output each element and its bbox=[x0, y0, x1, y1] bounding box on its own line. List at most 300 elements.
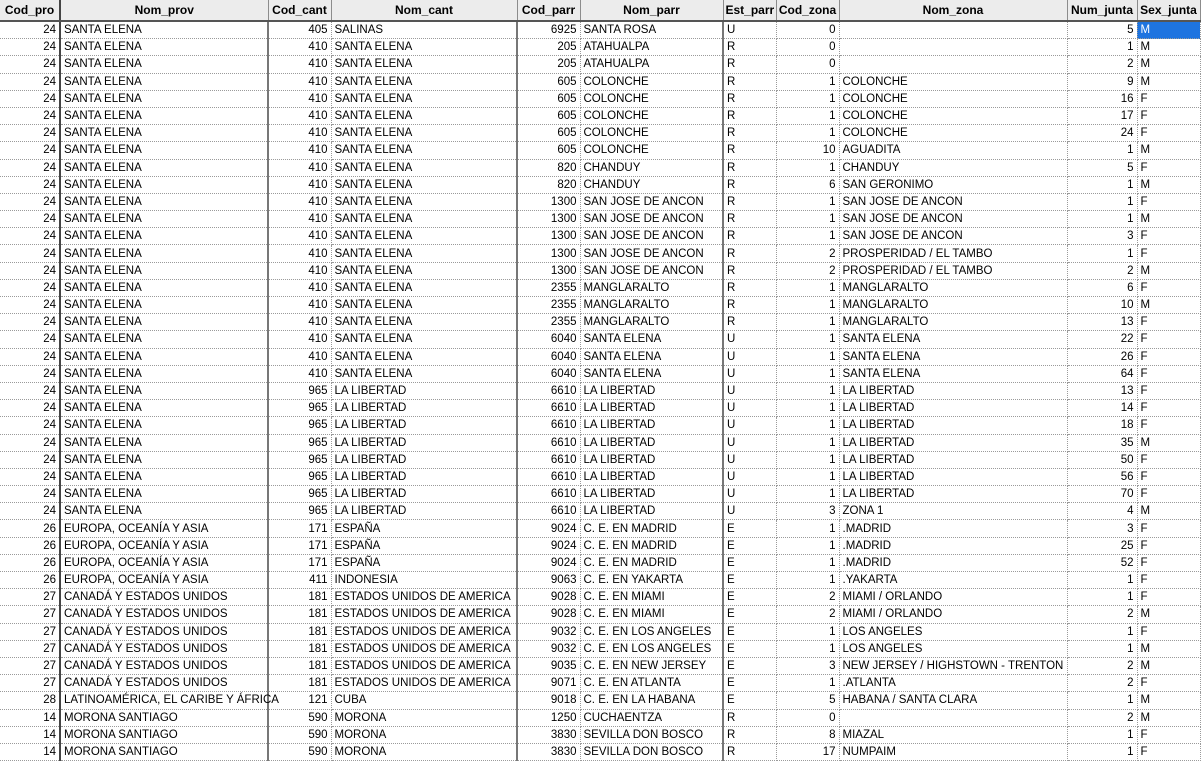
cell-nom-parr[interactable]: SAN JOSE DE ANCON bbox=[580, 211, 723, 228]
cell-nom-cant[interactable]: ESPAÑA bbox=[331, 554, 517, 571]
table-row[interactable] bbox=[0, 692, 1200, 709]
cell-nom-zona[interactable]: LOS ANGELES bbox=[839, 623, 1067, 640]
cell-cod-parr[interactable]: 6610 bbox=[517, 400, 580, 417]
cell-num-junta[interactable]: 35 bbox=[1067, 434, 1137, 451]
cell-nom-prov[interactable]: EUROPA, OCEANÍA Y ASIA bbox=[60, 554, 268, 571]
cell-cod-pro[interactable]: 24 bbox=[0, 90, 60, 107]
cell-cod-parr[interactable]: 6610 bbox=[517, 451, 580, 468]
cell-nom-parr[interactable]: MANGLARALTO bbox=[580, 279, 723, 296]
cell-cod-pro[interactable]: 24 bbox=[0, 245, 60, 262]
cell-nom-zona[interactable] bbox=[839, 21, 1067, 39]
cell-cod-cant[interactable]: 410 bbox=[268, 314, 331, 331]
cell-sex-junta[interactable]: M bbox=[1137, 297, 1200, 314]
cell-nom-cant[interactable]: LA LIBERTAD bbox=[331, 451, 517, 468]
cell-cod-cant[interactable]: 965 bbox=[268, 434, 331, 451]
cell-cod-cant[interactable]: 410 bbox=[268, 39, 331, 56]
cell-nom-cant[interactable]: ESTADOS UNIDOS DE AMERICA bbox=[331, 675, 517, 692]
cell-nom-parr[interactable]: C. E. EN MADRID bbox=[580, 554, 723, 571]
cell-num-junta[interactable]: 52 bbox=[1067, 554, 1137, 571]
cell-est-parr[interactable]: E bbox=[723, 537, 776, 554]
cell-cod-zona[interactable]: 1 bbox=[776, 400, 839, 417]
cell-cod-parr[interactable]: 605 bbox=[517, 107, 580, 124]
cell-est-parr[interactable]: R bbox=[723, 228, 776, 245]
cell-num-junta[interactable]: 1 bbox=[1067, 726, 1137, 743]
cell-cod-parr[interactable]: 6040 bbox=[517, 331, 580, 348]
cell-cod-parr[interactable]: 205 bbox=[517, 56, 580, 73]
cell-nom-prov[interactable]: SANTA ELENA bbox=[60, 21, 268, 39]
cell-est-parr[interactable]: R bbox=[723, 73, 776, 90]
cell-est-parr[interactable]: R bbox=[723, 125, 776, 142]
cell-num-junta[interactable]: 1 bbox=[1067, 743, 1137, 760]
cell-sex-junta[interactable]: M bbox=[1137, 262, 1200, 279]
cell-cod-zona[interactable]: 2 bbox=[776, 245, 839, 262]
cell-cod-parr[interactable]: 9071 bbox=[517, 675, 580, 692]
cell-nom-parr[interactable]: SEVILLA DON BOSCO bbox=[580, 726, 723, 743]
cell-cod-pro[interactable]: 24 bbox=[0, 382, 60, 399]
cell-est-parr[interactable]: R bbox=[723, 743, 776, 760]
cell-cod-pro[interactable]: 24 bbox=[0, 39, 60, 56]
cell-nom-zona[interactable]: SAN JOSE DE ANCON bbox=[839, 193, 1067, 210]
cell-cod-pro[interactable]: 26 bbox=[0, 554, 60, 571]
cell-cod-cant[interactable]: 410 bbox=[268, 159, 331, 176]
cell-cod-pro[interactable]: 24 bbox=[0, 279, 60, 296]
cell-nom-cant[interactable]: SANTA ELENA bbox=[331, 73, 517, 90]
table-row[interactable] bbox=[0, 606, 1200, 623]
cell-est-parr[interactable]: R bbox=[723, 56, 776, 73]
cell-cod-pro[interactable]: 24 bbox=[0, 228, 60, 245]
cell-nom-prov[interactable]: CANADÁ Y ESTADOS UNIDOS bbox=[60, 606, 268, 623]
cell-nom-prov[interactable]: SANTA ELENA bbox=[60, 176, 268, 193]
cell-nom-parr[interactable]: COLONCHE bbox=[580, 142, 723, 159]
cell-nom-prov[interactable]: SANTA ELENA bbox=[60, 468, 268, 485]
cell-cod-zona[interactable]: 2 bbox=[776, 262, 839, 279]
cell-cod-parr[interactable]: 6610 bbox=[517, 503, 580, 520]
cell-num-junta[interactable]: 26 bbox=[1067, 348, 1137, 365]
cell-cod-cant[interactable]: 405 bbox=[268, 21, 331, 39]
cell-cod-cant[interactable]: 410 bbox=[268, 331, 331, 348]
cell-num-junta[interactable]: 3 bbox=[1067, 228, 1137, 245]
cell-est-parr[interactable]: E bbox=[723, 572, 776, 589]
cell-sex-junta[interactable]: M bbox=[1137, 606, 1200, 623]
cell-nom-zona[interactable]: LA LIBERTAD bbox=[839, 451, 1067, 468]
table-row[interactable] bbox=[0, 400, 1200, 417]
cell-cod-parr[interactable]: 1300 bbox=[517, 193, 580, 210]
cell-nom-parr[interactable]: COLONCHE bbox=[580, 90, 723, 107]
table-row[interactable] bbox=[0, 56, 1200, 73]
table-row[interactable] bbox=[0, 245, 1200, 262]
cell-sex-junta[interactable]: F bbox=[1137, 537, 1200, 554]
cell-est-parr[interactable]: E bbox=[723, 657, 776, 674]
cell-nom-zona[interactable]: LOS ANGELES bbox=[839, 640, 1067, 657]
cell-cod-zona[interactable]: 3 bbox=[776, 503, 839, 520]
cell-nom-prov[interactable]: CANADÁ Y ESTADOS UNIDOS bbox=[60, 623, 268, 640]
table-row[interactable] bbox=[0, 675, 1200, 692]
cell-est-parr[interactable]: R bbox=[723, 39, 776, 56]
table-row[interactable] bbox=[0, 262, 1200, 279]
cell-nom-cant[interactable]: SANTA ELENA bbox=[331, 228, 517, 245]
cell-est-parr[interactable]: E bbox=[723, 623, 776, 640]
table-row[interactable] bbox=[0, 314, 1200, 331]
cell-est-parr[interactable]: U bbox=[723, 21, 776, 39]
cell-cod-cant[interactable]: 410 bbox=[268, 193, 331, 210]
cell-nom-prov[interactable]: EUROPA, OCEANÍA Y ASIA bbox=[60, 520, 268, 537]
cell-cod-pro[interactable]: 28 bbox=[0, 692, 60, 709]
cell-nom-parr[interactable]: LA LIBERTAD bbox=[580, 400, 723, 417]
cell-nom-parr[interactable]: C. E. EN LA HABANA bbox=[580, 692, 723, 709]
cell-cod-cant[interactable]: 181 bbox=[268, 640, 331, 657]
cell-num-junta[interactable]: 3 bbox=[1067, 520, 1137, 537]
cell-nom-parr[interactable]: SANTA ELENA bbox=[580, 331, 723, 348]
cell-nom-prov[interactable]: SANTA ELENA bbox=[60, 331, 268, 348]
cell-sex-junta[interactable]: F bbox=[1137, 520, 1200, 537]
cell-cod-parr[interactable]: 9018 bbox=[517, 692, 580, 709]
cell-nom-prov[interactable]: EUROPA, OCEANÍA Y ASIA bbox=[60, 537, 268, 554]
column-header-est-parr[interactable]: Est_parr bbox=[723, 0, 776, 21]
cell-cod-parr[interactable]: 3830 bbox=[517, 743, 580, 760]
table-row[interactable] bbox=[0, 589, 1200, 606]
cell-cod-parr[interactable]: 6610 bbox=[517, 434, 580, 451]
cell-num-junta[interactable]: 1 bbox=[1067, 176, 1137, 193]
cell-num-junta[interactable]: 25 bbox=[1067, 537, 1137, 554]
cell-nom-prov[interactable]: SANTA ELENA bbox=[60, 228, 268, 245]
cell-cod-parr[interactable]: 1300 bbox=[517, 245, 580, 262]
cell-nom-zona[interactable]: HABANA / SANTA CLARA bbox=[839, 692, 1067, 709]
cell-cod-zona[interactable]: 1 bbox=[776, 520, 839, 537]
cell-cod-zona[interactable]: 1 bbox=[776, 537, 839, 554]
cell-num-junta[interactable]: 1 bbox=[1067, 39, 1137, 56]
table-row[interactable] bbox=[0, 623, 1200, 640]
cell-nom-zona[interactable]: LA LIBERTAD bbox=[839, 468, 1067, 485]
cell-nom-cant[interactable]: SANTA ELENA bbox=[331, 176, 517, 193]
cell-cod-cant[interactable]: 181 bbox=[268, 657, 331, 674]
cell-cod-parr[interactable]: 6610 bbox=[517, 468, 580, 485]
cell-cod-pro[interactable]: 24 bbox=[0, 400, 60, 417]
cell-cod-pro[interactable]: 27 bbox=[0, 623, 60, 640]
cell-nom-cant[interactable]: LA LIBERTAD bbox=[331, 503, 517, 520]
cell-nom-cant[interactable]: SANTA ELENA bbox=[331, 331, 517, 348]
cell-cod-zona[interactable]: 1 bbox=[776, 159, 839, 176]
column-header-cod-pro[interactable]: Cod_pro bbox=[0, 0, 60, 21]
table-row[interactable] bbox=[0, 486, 1200, 503]
cell-nom-prov[interactable]: SANTA ELENA bbox=[60, 434, 268, 451]
cell-cod-pro[interactable]: 24 bbox=[0, 365, 60, 382]
cell-est-parr[interactable]: R bbox=[723, 107, 776, 124]
cell-cod-pro[interactable]: 26 bbox=[0, 572, 60, 589]
cell-nom-cant[interactable]: ESTADOS UNIDOS DE AMERICA bbox=[331, 640, 517, 657]
cell-nom-zona[interactable]: SANTA ELENA bbox=[839, 348, 1067, 365]
cell-nom-parr[interactable]: SAN JOSE DE ANCON bbox=[580, 245, 723, 262]
cell-cod-cant[interactable]: 965 bbox=[268, 400, 331, 417]
cell-cod-zona[interactable]: 17 bbox=[776, 743, 839, 760]
cell-nom-cant[interactable]: MORONA bbox=[331, 726, 517, 743]
cell-nom-parr[interactable]: C. E. EN MIAMI bbox=[580, 589, 723, 606]
cell-cod-cant[interactable]: 181 bbox=[268, 675, 331, 692]
cell-nom-cant[interactable]: SANTA ELENA bbox=[331, 314, 517, 331]
cell-nom-zona[interactable]: .MADRID bbox=[839, 520, 1067, 537]
table-row[interactable] bbox=[0, 142, 1200, 159]
cell-nom-parr[interactable]: C. E. EN LOS ANGELES bbox=[580, 623, 723, 640]
cell-nom-cant[interactable]: LA LIBERTAD bbox=[331, 382, 517, 399]
cell-nom-cant[interactable]: SANTA ELENA bbox=[331, 193, 517, 210]
cell-cod-parr[interactable]: 605 bbox=[517, 125, 580, 142]
cell-num-junta[interactable]: 13 bbox=[1067, 314, 1137, 331]
cell-nom-prov[interactable]: SANTA ELENA bbox=[60, 503, 268, 520]
cell-nom-parr[interactable]: LA LIBERTAD bbox=[580, 486, 723, 503]
cell-cod-cant[interactable]: 965 bbox=[268, 382, 331, 399]
cell-nom-prov[interactable]: SANTA ELENA bbox=[60, 279, 268, 296]
cell-cod-parr[interactable]: 6040 bbox=[517, 348, 580, 365]
cell-cod-cant[interactable]: 171 bbox=[268, 520, 331, 537]
cell-nom-zona[interactable]: NEW JERSEY / HIGHSTOWN - TRENTON bbox=[839, 657, 1067, 674]
cell-nom-parr[interactable]: SANTA ELENA bbox=[580, 365, 723, 382]
cell-nom-cant[interactable]: SALINAS bbox=[331, 21, 517, 39]
cell-nom-cant[interactable]: SANTA ELENA bbox=[331, 279, 517, 296]
cell-est-parr[interactable]: U bbox=[723, 400, 776, 417]
cell-cod-parr[interactable]: 6610 bbox=[517, 486, 580, 503]
table-row[interactable] bbox=[0, 193, 1200, 210]
cell-cod-pro[interactable]: 26 bbox=[0, 520, 60, 537]
cell-cod-parr[interactable]: 1300 bbox=[517, 211, 580, 228]
cell-nom-parr[interactable]: CHANDUY bbox=[580, 176, 723, 193]
cell-num-junta[interactable]: 50 bbox=[1067, 451, 1137, 468]
cell-cod-parr[interactable]: 9032 bbox=[517, 623, 580, 640]
cell-nom-parr[interactable]: CHANDUY bbox=[580, 159, 723, 176]
cell-num-junta[interactable]: 2 bbox=[1067, 262, 1137, 279]
cell-nom-cant[interactable]: ESPAÑA bbox=[331, 537, 517, 554]
cell-nom-cant[interactable]: ESTADOS UNIDOS DE AMERICA bbox=[331, 589, 517, 606]
cell-nom-parr[interactable]: SAN JOSE DE ANCON bbox=[580, 262, 723, 279]
cell-sex-junta[interactable]: F bbox=[1137, 417, 1200, 434]
cell-sex-junta[interactable]: M bbox=[1137, 39, 1200, 56]
cell-num-junta[interactable]: 70 bbox=[1067, 486, 1137, 503]
cell-nom-zona[interactable]: COLONCHE bbox=[839, 125, 1067, 142]
cell-sex-junta[interactable]: F bbox=[1137, 589, 1200, 606]
cell-est-parr[interactable]: U bbox=[723, 468, 776, 485]
cell-cod-zona[interactable]: 1 bbox=[776, 468, 839, 485]
cell-nom-parr[interactable]: ATAHUALPA bbox=[580, 39, 723, 56]
cell-num-junta[interactable]: 1 bbox=[1067, 245, 1137, 262]
table-row[interactable] bbox=[0, 520, 1200, 537]
cell-nom-prov[interactable]: MORONA SANTIAGO bbox=[60, 726, 268, 743]
cell-est-parr[interactable]: R bbox=[723, 176, 776, 193]
cell-cod-pro[interactable]: 24 bbox=[0, 417, 60, 434]
cell-cod-parr[interactable]: 1250 bbox=[517, 709, 580, 726]
cell-nom-parr[interactable]: ATAHUALPA bbox=[580, 56, 723, 73]
cell-nom-prov[interactable]: CANADÁ Y ESTADOS UNIDOS bbox=[60, 657, 268, 674]
cell-est-parr[interactable]: R bbox=[723, 245, 776, 262]
table-row[interactable] bbox=[0, 572, 1200, 589]
table-row[interactable] bbox=[0, 657, 1200, 674]
cell-cod-zona[interactable]: 1 bbox=[776, 73, 839, 90]
cell-cod-parr[interactable]: 605 bbox=[517, 73, 580, 90]
cell-num-junta[interactable]: 14 bbox=[1067, 400, 1137, 417]
table-row[interactable] bbox=[0, 331, 1200, 348]
cell-est-parr[interactable]: U bbox=[723, 451, 776, 468]
cell-cod-cant[interactable]: 590 bbox=[268, 743, 331, 760]
cell-nom-parr[interactable]: CUCHAENTZA bbox=[580, 709, 723, 726]
cell-nom-prov[interactable]: CANADÁ Y ESTADOS UNIDOS bbox=[60, 640, 268, 657]
table-row[interactable] bbox=[0, 211, 1200, 228]
cell-nom-cant[interactable]: SANTA ELENA bbox=[331, 211, 517, 228]
column-header-nom-prov[interactable]: Nom_prov bbox=[60, 0, 268, 21]
cell-cod-pro[interactable]: 24 bbox=[0, 468, 60, 485]
cell-cod-pro[interactable]: 24 bbox=[0, 56, 60, 73]
cell-cod-pro[interactable]: 27 bbox=[0, 640, 60, 657]
cell-nom-prov[interactable]: SANTA ELENA bbox=[60, 159, 268, 176]
cell-cod-parr[interactable]: 205 bbox=[517, 39, 580, 56]
cell-cod-zona[interactable]: 1 bbox=[776, 675, 839, 692]
cell-cod-parr[interactable]: 6040 bbox=[517, 365, 580, 382]
cell-nom-prov[interactable]: MORONA SANTIAGO bbox=[60, 743, 268, 760]
cell-nom-zona[interactable]: SANTA ELENA bbox=[839, 331, 1067, 348]
cell-nom-prov[interactable]: SANTA ELENA bbox=[60, 417, 268, 434]
cell-num-junta[interactable]: 4 bbox=[1067, 503, 1137, 520]
cell-est-parr[interactable]: E bbox=[723, 589, 776, 606]
cell-nom-cant[interactable]: LA LIBERTAD bbox=[331, 434, 517, 451]
cell-num-junta[interactable]: 5 bbox=[1067, 159, 1137, 176]
cell-nom-zona[interactable]: LA LIBERTAD bbox=[839, 434, 1067, 451]
cell-est-parr[interactable]: U bbox=[723, 434, 776, 451]
cell-cod-cant[interactable]: 171 bbox=[268, 537, 331, 554]
cell-sex-junta[interactable]: F bbox=[1137, 245, 1200, 262]
cell-cod-pro[interactable]: 24 bbox=[0, 262, 60, 279]
cell-nom-zona[interactable]: PROSPERIDAD / EL TAMBO bbox=[839, 262, 1067, 279]
cell-nom-zona[interactable]: LA LIBERTAD bbox=[839, 417, 1067, 434]
cell-cod-zona[interactable]: 1 bbox=[776, 125, 839, 142]
cell-cod-parr[interactable]: 2355 bbox=[517, 314, 580, 331]
cell-cod-zona[interactable]: 1 bbox=[776, 314, 839, 331]
table-row[interactable] bbox=[0, 709, 1200, 726]
cell-num-junta[interactable]: 2 bbox=[1067, 657, 1137, 674]
column-header-nom-parr[interactable]: Nom_parr bbox=[580, 0, 723, 21]
cell-nom-cant[interactable]: LA LIBERTAD bbox=[331, 400, 517, 417]
cell-cod-parr[interactable]: 605 bbox=[517, 90, 580, 107]
cell-cod-pro[interactable]: 24 bbox=[0, 125, 60, 142]
table-row[interactable] bbox=[0, 90, 1200, 107]
cell-sex-junta[interactable]: M bbox=[1137, 56, 1200, 73]
cell-nom-cant[interactable]: SANTA ELENA bbox=[331, 125, 517, 142]
cell-cod-cant[interactable]: 181 bbox=[268, 589, 331, 606]
column-header-cod-zona[interactable]: Cod_zona bbox=[776, 0, 839, 21]
cell-nom-prov[interactable]: SANTA ELENA bbox=[60, 125, 268, 142]
cell-sex-junta[interactable]: F bbox=[1137, 468, 1200, 485]
cell-num-junta[interactable]: 64 bbox=[1067, 365, 1137, 382]
cell-nom-cant[interactable]: LA LIBERTAD bbox=[331, 486, 517, 503]
cell-nom-prov[interactable]: SANTA ELENA bbox=[60, 382, 268, 399]
cell-cod-pro[interactable]: 24 bbox=[0, 159, 60, 176]
cell-num-junta[interactable]: 10 bbox=[1067, 297, 1137, 314]
cell-nom-zona[interactable]: MANGLARALTO bbox=[839, 297, 1067, 314]
cell-cod-zona[interactable]: 1 bbox=[776, 193, 839, 210]
cell-nom-zona[interactable]: COLONCHE bbox=[839, 73, 1067, 90]
cell-cod-pro[interactable]: 27 bbox=[0, 675, 60, 692]
cell-nom-prov[interactable]: SANTA ELENA bbox=[60, 39, 268, 56]
cell-cod-zona[interactable]: 1 bbox=[776, 451, 839, 468]
cell-nom-parr[interactable]: C. E. EN YAKARTA bbox=[580, 572, 723, 589]
cell-sex-junta[interactable]: F bbox=[1137, 193, 1200, 210]
cell-num-junta[interactable]: 24 bbox=[1067, 125, 1137, 142]
cell-cod-pro[interactable]: 24 bbox=[0, 211, 60, 228]
table-row[interactable] bbox=[0, 640, 1200, 657]
cell-cod-zona[interactable]: 1 bbox=[776, 623, 839, 640]
cell-num-junta[interactable]: 1 bbox=[1067, 211, 1137, 228]
cell-est-parr[interactable]: U bbox=[723, 331, 776, 348]
cell-sex-junta[interactable]: F bbox=[1137, 365, 1200, 382]
table-row[interactable] bbox=[0, 176, 1200, 193]
cell-cod-pro[interactable]: 24 bbox=[0, 176, 60, 193]
cell-num-junta[interactable]: 1 bbox=[1067, 572, 1137, 589]
cell-nom-cant[interactable]: LA LIBERTAD bbox=[331, 417, 517, 434]
cell-cod-zona[interactable]: 5 bbox=[776, 692, 839, 709]
cell-sex-junta[interactable]: F bbox=[1137, 451, 1200, 468]
cell-sex-junta[interactable]: F bbox=[1137, 314, 1200, 331]
cell-sex-junta[interactable]: F bbox=[1137, 623, 1200, 640]
cell-cod-zona[interactable]: 1 bbox=[776, 90, 839, 107]
cell-cod-cant[interactable]: 411 bbox=[268, 572, 331, 589]
cell-sex-junta[interactable]: F bbox=[1137, 279, 1200, 296]
cell-cod-zona[interactable]: 3 bbox=[776, 657, 839, 674]
cell-cod-parr[interactable]: 9024 bbox=[517, 537, 580, 554]
cell-nom-zona[interactable]: .ATLANTA bbox=[839, 675, 1067, 692]
cell-est-parr[interactable]: E bbox=[723, 554, 776, 571]
cell-nom-prov[interactable]: SANTA ELENA bbox=[60, 297, 268, 314]
cell-cod-cant[interactable]: 410 bbox=[268, 228, 331, 245]
cell-nom-cant[interactable]: MORONA bbox=[331, 709, 517, 726]
cell-nom-zona[interactable]: MIAMI / ORLANDO bbox=[839, 589, 1067, 606]
cell-num-junta[interactable]: 22 bbox=[1067, 331, 1137, 348]
cell-cod-cant[interactable]: 410 bbox=[268, 262, 331, 279]
cell-cod-zona[interactable]: 1 bbox=[776, 640, 839, 657]
cell-cod-pro[interactable]: 27 bbox=[0, 606, 60, 623]
cell-nom-cant[interactable]: SANTA ELENA bbox=[331, 90, 517, 107]
cell-nom-cant[interactable]: CUBA bbox=[331, 692, 517, 709]
cell-cod-zona[interactable]: 1 bbox=[776, 486, 839, 503]
cell-est-parr[interactable]: E bbox=[723, 692, 776, 709]
cell-sex-junta[interactable]: F bbox=[1137, 486, 1200, 503]
cell-nom-cant[interactable]: SANTA ELENA bbox=[331, 39, 517, 56]
cell-sex-junta[interactable]: M bbox=[1137, 142, 1200, 159]
cell-cod-zona[interactable]: 1 bbox=[776, 365, 839, 382]
table-row[interactable] bbox=[0, 21, 1200, 39]
cell-nom-cant[interactable]: ESPAÑA bbox=[331, 520, 517, 537]
cell-cod-zona[interactable]: 1 bbox=[776, 572, 839, 589]
cell-nom-cant[interactable]: SANTA ELENA bbox=[331, 348, 517, 365]
cell-sex-junta[interactable]: F bbox=[1137, 107, 1200, 124]
cell-num-junta[interactable]: 9 bbox=[1067, 73, 1137, 90]
cell-nom-prov[interactable]: SANTA ELENA bbox=[60, 245, 268, 262]
cell-sex-junta[interactable]: F bbox=[1137, 675, 1200, 692]
cell-cod-pro[interactable]: 24 bbox=[0, 107, 60, 124]
cell-cod-zona[interactable]: 6 bbox=[776, 176, 839, 193]
cell-nom-cant[interactable]: SANTA ELENA bbox=[331, 262, 517, 279]
column-header-nom-zona[interactable]: Nom_zona bbox=[839, 0, 1067, 21]
column-header-num-junta[interactable]: Num_junta bbox=[1067, 0, 1137, 21]
cell-cod-parr[interactable]: 820 bbox=[517, 176, 580, 193]
cell-cod-pro[interactable]: 24 bbox=[0, 73, 60, 90]
cell-cod-pro[interactable]: 14 bbox=[0, 709, 60, 726]
cell-est-parr[interactable]: R bbox=[723, 726, 776, 743]
cell-cod-zona[interactable]: 2 bbox=[776, 606, 839, 623]
cell-nom-prov[interactable]: SANTA ELENA bbox=[60, 314, 268, 331]
cell-cod-parr[interactable]: 3830 bbox=[517, 726, 580, 743]
cell-num-junta[interactable]: 2 bbox=[1067, 709, 1137, 726]
table-row[interactable] bbox=[0, 279, 1200, 296]
cell-nom-zona[interactable]: LA LIBERTAD bbox=[839, 382, 1067, 399]
cell-cod-pro[interactable]: 27 bbox=[0, 657, 60, 674]
cell-cod-parr[interactable]: 9032 bbox=[517, 640, 580, 657]
cell-num-junta[interactable]: 1 bbox=[1067, 193, 1137, 210]
cell-num-junta[interactable]: 2 bbox=[1067, 56, 1137, 73]
